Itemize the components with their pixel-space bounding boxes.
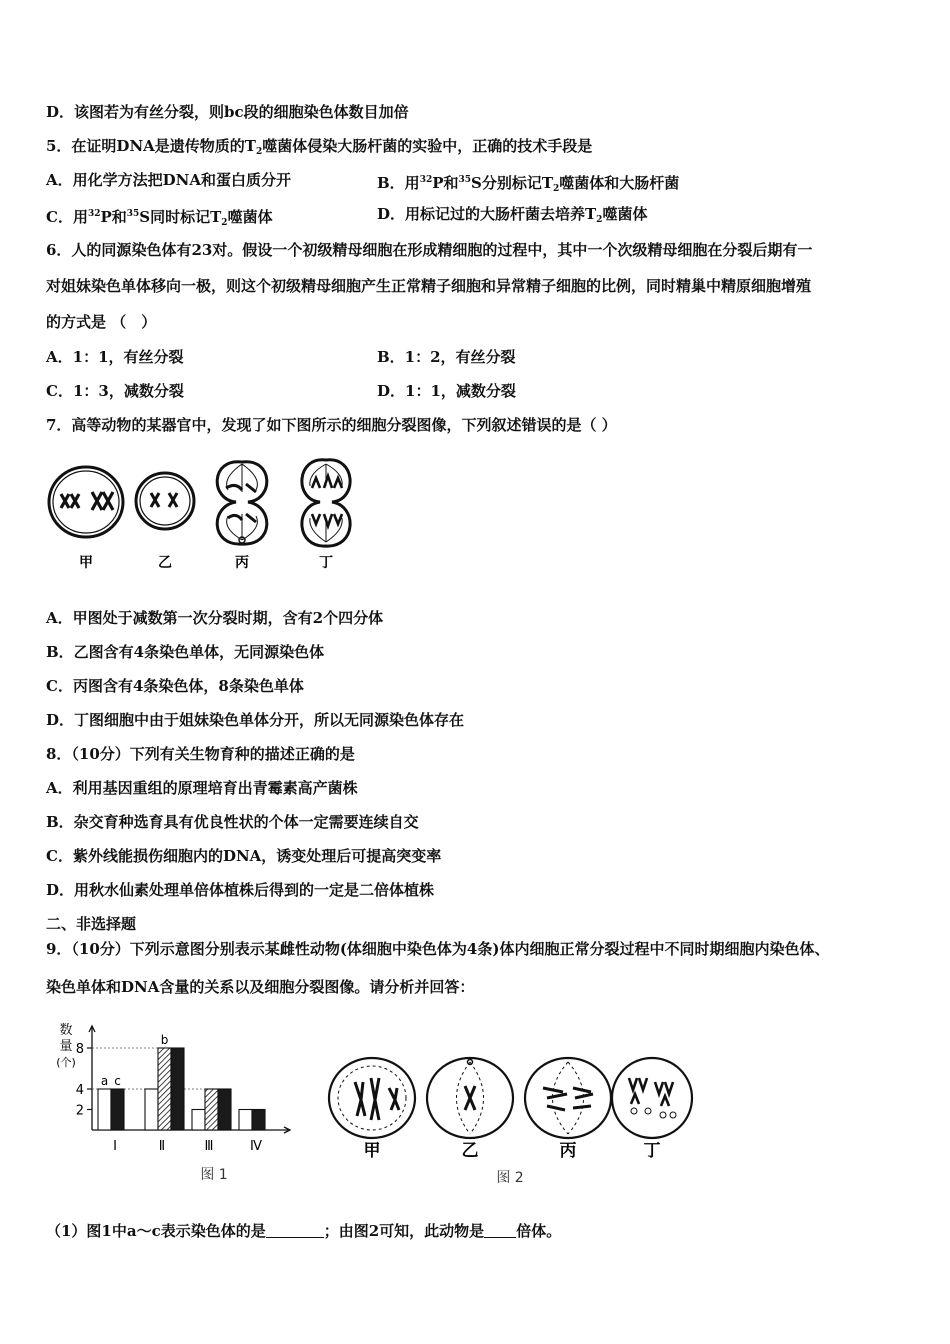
q5-c-sub: 2 — [221, 218, 228, 228]
q5-b-part2: P和 — [432, 174, 459, 192]
q5-d-sub: 2 — [596, 215, 603, 225]
cell-jia-membrane — [49, 467, 123, 537]
fig1-ylabel-unit: (个) — [56, 1056, 76, 1069]
q6-option-a: A．1：1，有丝分裂 — [46, 348, 184, 366]
q5-b-sup1: 32 — [419, 175, 433, 185]
fig1-ytick-label-4: 4 — [75, 1083, 84, 1098]
q4-option-d: D．该图若为有丝分裂，则bc段的细胞染色体数目加倍 — [46, 103, 409, 121]
fig1-bar-chart — [52, 1018, 302, 1193]
fig2-caption: 图 2 — [496, 1170, 524, 1186]
q6-option-d: D．1：1，减数分裂 — [377, 382, 516, 400]
q5-option-d — [377, 204, 647, 230]
fig2-label-yi: 乙 — [461, 1141, 479, 1161]
fig2-cell-jia — [329, 1058, 415, 1138]
q5-c-sup1: 32 — [87, 209, 101, 219]
fig2-ding-mark4 — [670, 1112, 676, 1118]
q5-b-part4: 噬菌体和大肠杆菌 — [559, 174, 680, 192]
q7-option-b: B．乙图含有4条染色单体，无同源染色体 — [46, 643, 325, 661]
q9-stem-line1: 9．（10分）下列示意图分别表示某雌性动物(体细胞中染色体为4条)体内细胞正常分裂过程中不同时期细胞内染色体、 — [46, 940, 830, 958]
fig2-ding-chromosomes — [629, 1078, 673, 1106]
q8-option-c: C．紫外线能损伤细胞内的DNA，诱变处理后可提高突变率 — [46, 847, 442, 865]
q5-stem-sub: 2 — [255, 147, 263, 157]
q5-stem-tail: 噬菌体侵染大肠杆菌的实验中，正确的技术手段是 — [262, 137, 593, 155]
fig2-jia-chromosomes — [355, 1078, 399, 1120]
fig1-xtick-2: Ⅱ — [158, 1139, 166, 1154]
fig2-yi-chromosomes — [465, 1086, 475, 1110]
q7-label-jia: 甲 — [79, 555, 93, 571]
fig1-bar-a-4 — [239, 1110, 252, 1131]
q9-stem-line2: 染色单体和DNA含量的关系以及细胞分裂图像。请分析并回答： — [46, 978, 475, 996]
fig2-bing-chromosomes — [543, 1088, 593, 1110]
q5-b-part1: B．用 — [377, 174, 420, 192]
q5-d-part2: 噬菌体 — [602, 205, 648, 223]
fig1-xtick-3: Ⅲ — [204, 1139, 214, 1154]
q5-c-part1: C．用 — [46, 208, 88, 226]
fig1-bar-a-1 — [98, 1089, 111, 1130]
q5-c-part3: S同时标记T — [139, 208, 222, 226]
fig2-cell-ding — [612, 1058, 692, 1138]
fig2-cell-bing — [525, 1058, 611, 1138]
q6-stem-line2: 对姐妹染色单体移向一极，则这个初级精母细胞产生正常精子细胞和异常精子细胞的比例，同时精巢中精原细胞增殖 — [46, 277, 812, 295]
fig1-ylabel-char2: 量 — [59, 1039, 73, 1054]
fig1-ylabel-char1: 数 — [59, 1023, 73, 1038]
fig1-bar-c-1 — [111, 1089, 124, 1130]
fig1-bar-c-2 — [171, 1048, 184, 1130]
fig1-bar-label-c: c — [114, 1074, 121, 1088]
cell-yi-inner — [140, 477, 190, 525]
fig1-ytick-label-2: 2 — [75, 1103, 84, 1119]
q9-subq1 — [46, 1221, 561, 1241]
answer-blank-1[interactable] — [266, 1223, 324, 1238]
q7-option-c: C．丙图含有4条染色体，8条染色单体 — [46, 677, 304, 695]
cell-yi-chromosomes — [151, 493, 177, 507]
cell-jia-chromosomes — [61, 492, 113, 510]
fig1-bar-label-a: a — [100, 1074, 109, 1088]
q5-option-c — [46, 204, 273, 233]
fig2-label-jia: 甲 — [363, 1141, 381, 1161]
q8-option-a: A．利用基因重组的原理培育出青霉素高产菌株 — [46, 779, 358, 797]
q5-option-b — [377, 170, 679, 199]
section-heading: 二、非选择题 — [46, 915, 137, 933]
fig1-caption: 图 1 — [200, 1167, 228, 1183]
q6-stem-line1: 6．人的同源染色体有23对。假设一个初级精母细胞在形成精细胞的过程中，其中一个次级精母细胞在分裂后期有一 — [46, 241, 813, 259]
fig1-bar-b-3 — [205, 1089, 218, 1130]
q5-stem-text: 5．在证明DNA是遗传物质的T — [46, 137, 256, 155]
fig1-bar-a-2 — [145, 1089, 158, 1130]
fig1-bar-label-b: b — [160, 1033, 169, 1047]
fig2-label-bing: 丙 — [559, 1141, 577, 1161]
fig1-bar-b-2 — [158, 1048, 171, 1130]
fig2-label-ding: 丁 — [643, 1141, 661, 1161]
q7-cell-figure — [40, 448, 370, 578]
q5-b-sup2: 35 — [458, 175, 472, 185]
q6-stem-line3: 的方式是 （ ） — [46, 313, 157, 331]
fig2-ding-mark1 — [631, 1108, 637, 1114]
q5-c-part2: P和 — [100, 208, 127, 226]
fig2-ding-mark3 — [660, 1112, 666, 1118]
fig1-bars — [98, 1033, 265, 1154]
q6-option-c: C．1：3，减数分裂 — [46, 382, 184, 400]
q9-subq1-part1: （1）图1中a～c表示染色体的是 — [46, 1222, 266, 1240]
q5-stem — [46, 136, 592, 162]
q5-b-part3: S分别标记T — [471, 174, 554, 192]
q5-c-part4: 噬菌体 — [227, 208, 273, 226]
fig1-ylabel — [56, 1022, 76, 1069]
q7-label-yi: 乙 — [158, 555, 172, 571]
q5-c-sup2: 35 — [126, 209, 140, 219]
q9-subq1-part3: 倍体。 — [516, 1222, 562, 1240]
q8-stem: 8．（10分）下列有关生物育种的描述正确的是 — [46, 745, 355, 763]
q8-option-b: B．杂交育种选育具有优良性状的个体一定需要连续自交 — [46, 813, 419, 831]
fig2-cell-figure — [325, 1048, 700, 1196]
fig2-ding-mark2 — [645, 1108, 651, 1114]
fig1-bar-a-3 — [192, 1110, 205, 1131]
cell-yi-membrane — [136, 473, 194, 529]
q7-stem: 7．高等动物的某器官中，发现了如下图所示的细胞分裂图像，下列叙述错误的是（ ） — [46, 416, 617, 434]
fig1-bar-c-3 — [218, 1089, 231, 1130]
fig1-xtick-1: Ⅰ — [113, 1139, 117, 1154]
q6-option-b: B．1：2，有丝分裂 — [377, 348, 516, 366]
q7-label-bing: 丙 — [235, 555, 249, 571]
q8-option-d: D．用秋水仙素处理单倍体植株后得到的一定是二倍体植株 — [46, 881, 435, 899]
fig1-xtick-4: Ⅳ — [250, 1139, 262, 1154]
q7-option-d: D．丁图细胞中由于姐妹染色单体分开，所以无同源染色体存在 — [46, 711, 465, 729]
q5-d-part1: D．用标记过的大肠杆菌去培养T — [377, 205, 597, 223]
q5-b-sub: 2 — [553, 184, 560, 194]
q7-option-a: A．甲图处于减数第一次分裂时期，含有2个四分体 — [46, 609, 384, 627]
answer-blank-2[interactable] — [484, 1223, 516, 1238]
q5-option-a: A．用化学方法把DNA和蛋白质分开 — [46, 171, 291, 189]
fig1-bar-c-4 — [252, 1110, 265, 1131]
fig1-ytick-label-8: 8 — [75, 1042, 84, 1057]
q7-label-ding: 丁 — [319, 555, 333, 571]
q9-subq1-part2: ；由图2可知，此动物是 — [323, 1222, 485, 1240]
